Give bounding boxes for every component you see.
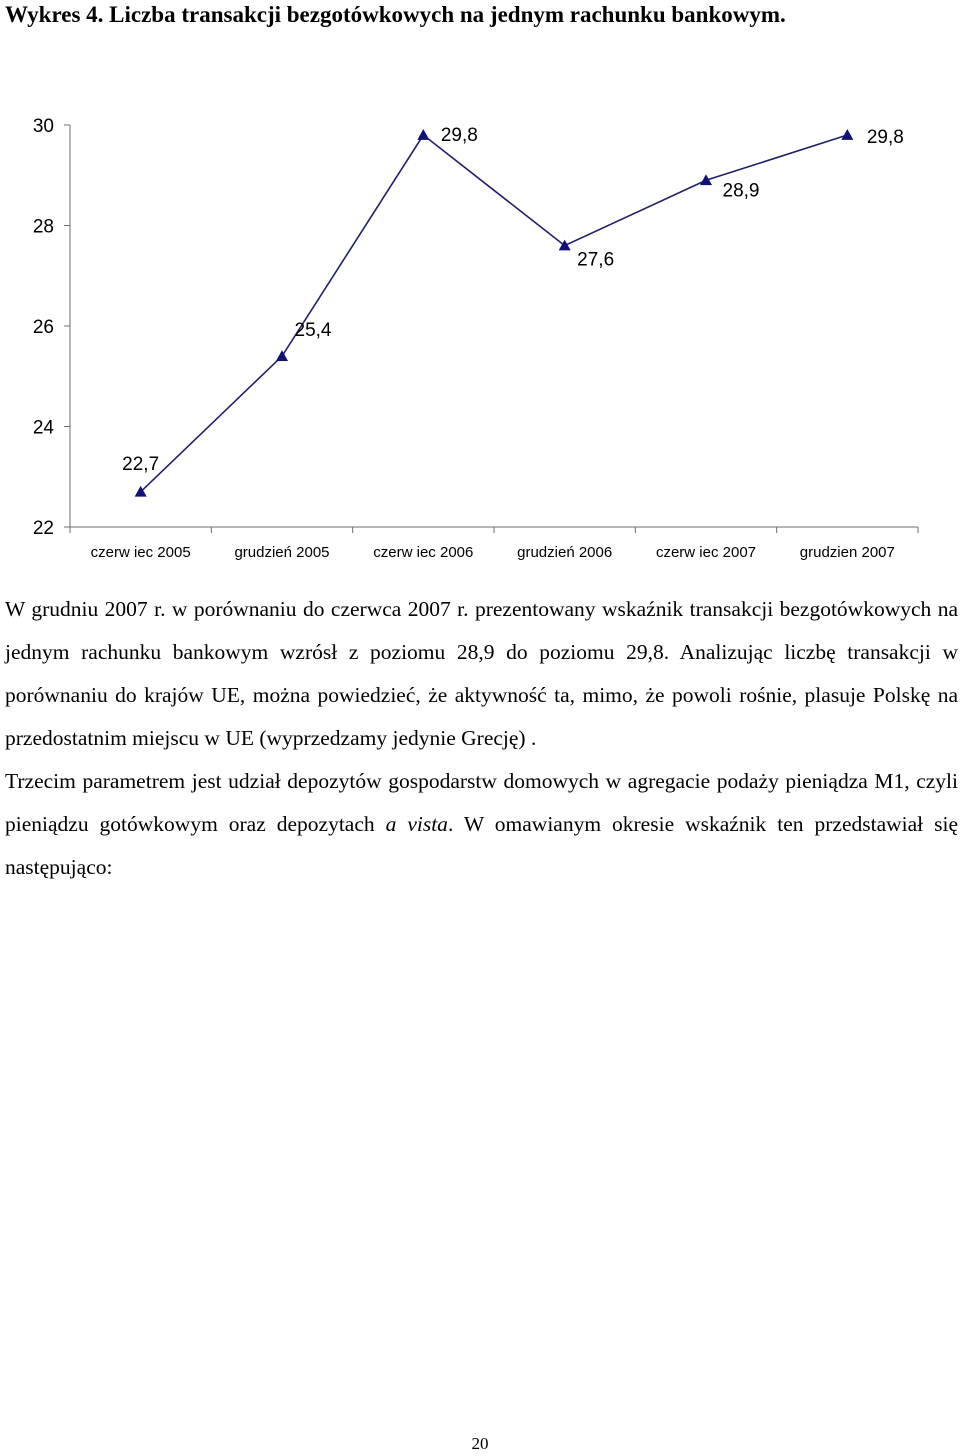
- x-tick-label: czerw iec 2005: [90, 544, 191, 561]
- y-tick-label: 22: [32, 518, 54, 539]
- y-tick-label: 26: [32, 317, 54, 338]
- data-point-marker: [841, 129, 853, 140]
- paragraph-1: [5, 588, 958, 760]
- x-tick-label: czerw iec 2007: [655, 544, 757, 561]
- x-tick-label: czerw iec 2006: [373, 544, 474, 561]
- y-axis: [33, 116, 70, 539]
- x-axis: [70, 527, 918, 561]
- line-chart: [0, 100, 960, 580]
- y-tick-label: 30: [32, 116, 54, 137]
- data-point-marker: [559, 240, 571, 251]
- paragraph-2-text-b: . W omawianym okresie wskaźnik ten przedstawiał się następująco:: [5, 812, 958, 879]
- data-label: 28,9: [722, 180, 760, 202]
- y-tick-label: 28: [32, 216, 54, 238]
- data-label: 27,6: [577, 249, 615, 271]
- x-tick-label: grudzień 2005: [234, 544, 330, 561]
- body-text: [5, 588, 958, 889]
- paragraph-1-text: W grudniu 2007 r. w porównaniu do czerwca 2007 r. prezentowany wskaźnik transakcji bezgotówkowych na jednym rachunku bankowym wzrósł z poziomu 28,9 do poziomu 29,8. Analizując liczbę transakcji w porównaniu do krajów UE, można powiedzieć, że aktywność ta, mimo, że powoli rośnie, plasuje Polskę na przedostatnim miejscu w UE (wyprzedzamy jedynie Grecję) .: [5, 597, 958, 750]
- data-labels-group: [122, 125, 904, 475]
- page-number: 20: [471, 1434, 489, 1453]
- figure-caption: Wykres 4. Liczba transakcji bezgotówkowych na jednym rachunku bankowym.: [5, 2, 786, 27]
- data-point-marker: [417, 129, 429, 140]
- data-label: 25,4: [294, 320, 332, 342]
- data-label: 29,8: [866, 127, 904, 149]
- x-tick-label: grudzien 2007: [799, 544, 895, 561]
- data-label: 22,7: [122, 453, 160, 475]
- data-point-marker: [276, 350, 288, 361]
- data-label: 29,8: [440, 125, 478, 147]
- paragraph-2-text-a: Trzecim parametrem jest udział depozytów gospodarstw domowych w agregacie podaży pieniądza M1, czyli pieniądzu gotówkowym oraz depozytach: [5, 769, 958, 836]
- paragraph-2-italic-term: a vista: [385, 812, 448, 836]
- x-tick-label: grudzień 2006: [517, 544, 613, 561]
- paragraph-2: [5, 760, 958, 889]
- y-tick-label: 24: [32, 417, 54, 439]
